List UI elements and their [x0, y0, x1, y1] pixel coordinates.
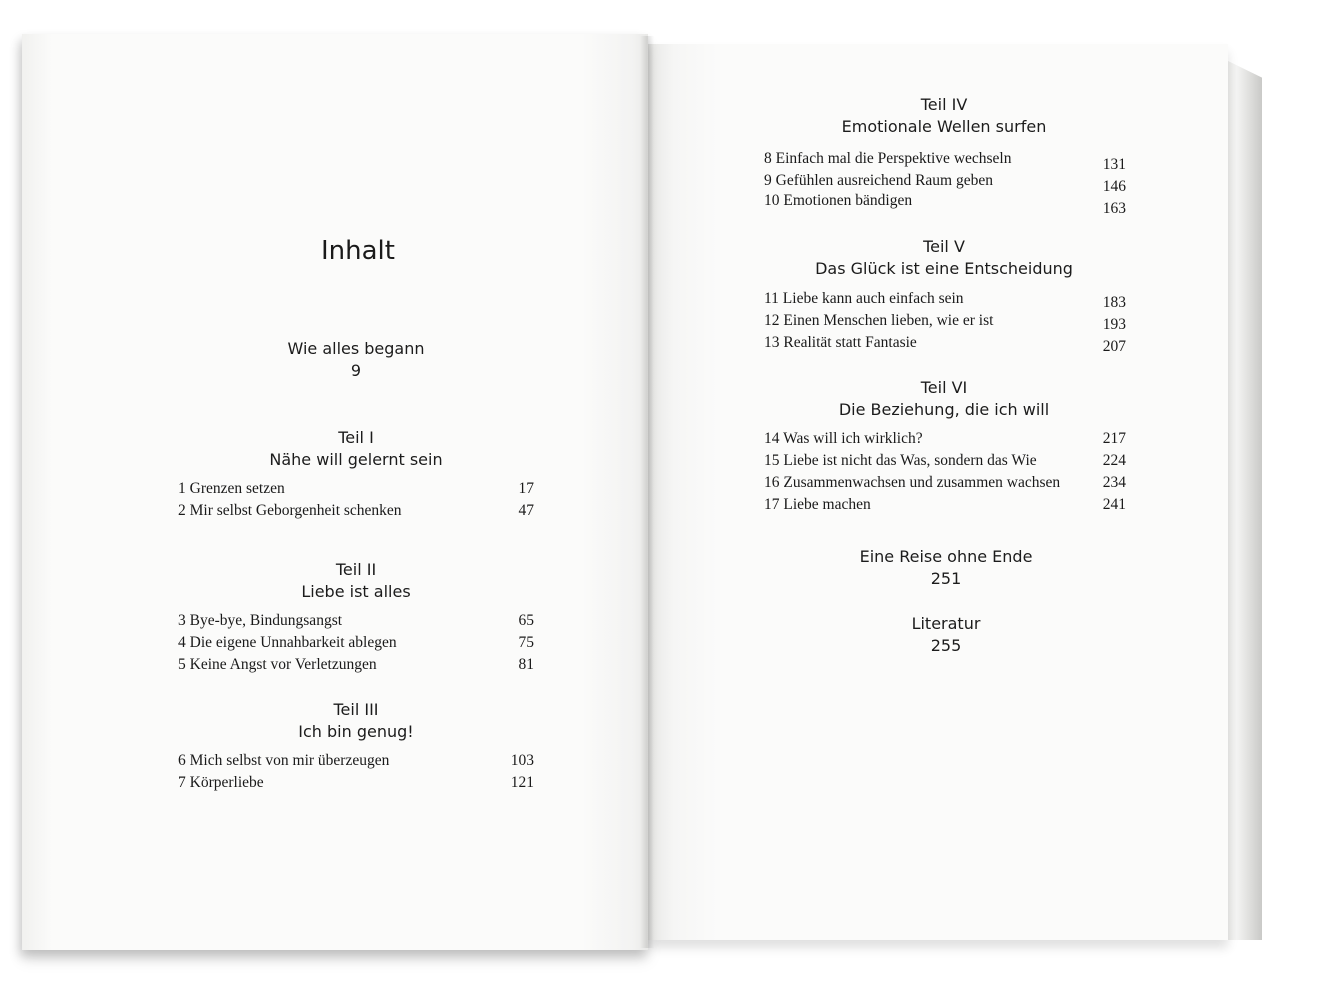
- literature-page: 255: [930, 636, 962, 655]
- chapter-title: 4 Die eigene Unnahbarkeit ablegen: [178, 634, 397, 651]
- chapter-page: 103: [510, 752, 534, 769]
- toc-entry[interactable]: [764, 496, 1126, 518]
- part-label: Teil VI: [920, 378, 968, 397]
- chapter-list: [764, 290, 1126, 356]
- toc-entry[interactable]: [764, 452, 1126, 474]
- part-title: Das Glück ist eine Entscheidung: [815, 259, 1073, 278]
- toc-entry[interactable]: [764, 172, 1126, 194]
- chapter-page: 193: [1102, 316, 1126, 333]
- part-label: Teil II: [335, 560, 377, 579]
- toc-entry[interactable]: [178, 752, 534, 774]
- part-heading: [256, 559, 456, 603]
- chapter-page: 234: [1102, 474, 1126, 491]
- chapter-title: 15 Liebe ist nicht das Was, sondern das Wie: [764, 452, 1037, 469]
- part-heading: [824, 94, 1064, 138]
- chapter-title: 3 Bye-bye, Bindungsangst: [178, 612, 343, 629]
- page-stack-edge: [1226, 60, 1262, 940]
- chapter-title: 10 Emotionen bändigen: [764, 192, 913, 209]
- chapter-title: 17 Liebe machen: [764, 496, 871, 513]
- chapter-title: 14 Was will ich wirklich?: [764, 430, 923, 447]
- chapter-page: 183: [1102, 294, 1126, 311]
- chapter-title: 9 Gefühlen ausreichend Raum geben: [764, 172, 993, 189]
- toc-entry[interactable]: [764, 334, 1126, 356]
- literature-title: Literatur: [911, 614, 981, 633]
- part-title: Emotionale Wellen surfen: [841, 117, 1047, 136]
- chapter-page: 163: [1102, 200, 1126, 217]
- part-heading: [814, 236, 1074, 280]
- chapter-page: 224: [1102, 452, 1126, 469]
- part-heading: [256, 427, 456, 471]
- part-title: Liebe ist alles: [301, 582, 411, 601]
- chapter-title: 1 Grenzen setzen: [178, 480, 285, 497]
- toc-entry[interactable]: [764, 150, 1126, 172]
- chapter-list: [764, 430, 1126, 518]
- chapter-title: 16 Zusammenwachsen und zusammen wachsen: [764, 474, 1061, 491]
- chapter-title: 12 Einen Menschen lieben, wie er ist: [764, 312, 994, 329]
- toc-entry[interactable]: [764, 474, 1126, 496]
- chapter-page: 217: [1102, 430, 1126, 447]
- intro-page: 9: [350, 361, 362, 380]
- toc-entry[interactable]: [178, 612, 534, 634]
- chapter-title: 6 Mich selbst von mir überzeugen: [178, 752, 390, 769]
- chapter-title: 13 Realität statt Fantasie: [764, 334, 917, 351]
- chapter-page: 17: [518, 480, 534, 497]
- part-label: Teil IV: [920, 95, 968, 114]
- chapter-title: 5 Keine Angst vor Verletzungen: [178, 656, 377, 673]
- toc-entry[interactable]: [764, 194, 1126, 216]
- toc-entry[interactable]: [764, 312, 1126, 334]
- part-heading: [824, 377, 1064, 421]
- part-title: Ich bin genug!: [298, 722, 414, 741]
- toc-entry[interactable]: [178, 774, 534, 796]
- toc-entry[interactable]: [764, 290, 1126, 312]
- part-label: Teil I: [338, 428, 374, 447]
- part-label: Teil V: [923, 237, 965, 256]
- chapter-page: 121: [510, 774, 534, 791]
- outro-title: Eine Reise ohne Ende: [859, 547, 1033, 566]
- chapter-title: 11 Liebe kann auch einfach sein: [764, 290, 964, 307]
- chapter-page: 81: [518, 656, 534, 673]
- chapter-title: 8 Einfach mal die Perspektive wechseln: [764, 150, 1012, 167]
- chapter-page: 75: [518, 634, 534, 651]
- chapter-title: 7 Körperliebe: [178, 774, 264, 791]
- chapter-page: 146: [1102, 178, 1126, 195]
- part-label: Teil III: [333, 700, 379, 719]
- intro-heading: [256, 338, 456, 382]
- outro-heading: [836, 546, 1056, 590]
- part-heading: [256, 699, 456, 743]
- chapter-list: [178, 612, 534, 678]
- chapter-page: 241: [1102, 496, 1126, 513]
- toc-entry[interactable]: [764, 430, 1126, 452]
- chapter-list: [764, 150, 1126, 216]
- page-title: Inhalt: [321, 236, 395, 266]
- part-title: Die Beziehung, die ich will: [838, 400, 1050, 419]
- chapter-list: [178, 480, 534, 524]
- toc-entry[interactable]: [178, 656, 534, 678]
- toc-entry[interactable]: [178, 480, 534, 502]
- chapter-page: 47: [518, 502, 534, 519]
- chapter-page: 65: [518, 612, 534, 629]
- book-spine: [640, 36, 654, 948]
- chapter-page: 207: [1102, 338, 1126, 355]
- chapter-page: 131: [1102, 156, 1126, 173]
- outro-page: 251: [930, 569, 962, 588]
- intro-title: Wie alles begann: [287, 339, 425, 358]
- toc-entry[interactable]: [178, 634, 534, 656]
- toc-entry[interactable]: [178, 502, 534, 524]
- part-title: Nähe will gelernt sein: [269, 450, 443, 469]
- chapter-title: 2 Mir selbst Geborgenheit schenken: [178, 502, 402, 519]
- literature-heading: [846, 613, 1046, 657]
- chapter-list: [178, 752, 534, 796]
